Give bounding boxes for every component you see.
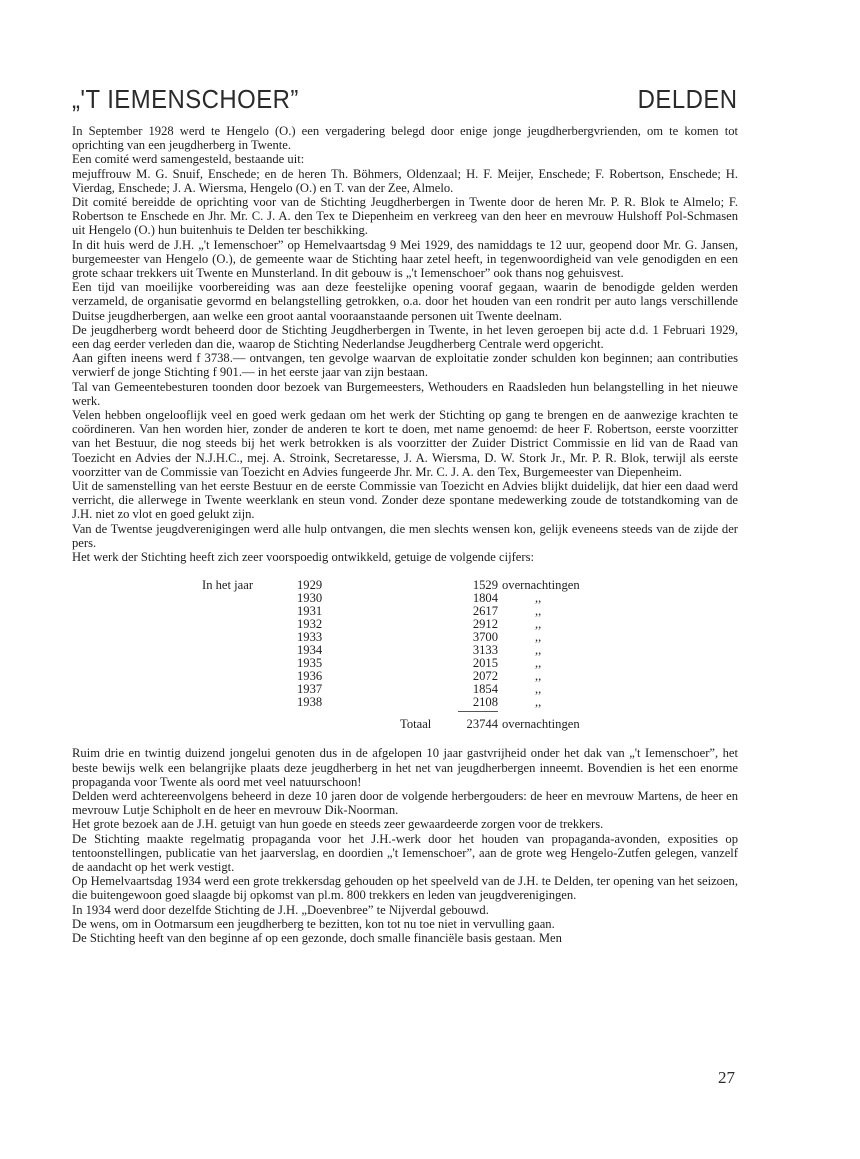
- ditto-mark: ,,: [535, 617, 542, 632]
- paragraph: Een tijd van moeilijke voorbereiding was aan deze feestelijke opening vooraf gegaan, waarin de benodigde gelden werden verzameld, de organisatie gevormd en belangstelling getrokken, o.a. door het houden van een rondrit per auto langs verschillende Duitse jeugdherbergen, aan welke een groot aantal vooraanstaande personen uit Twente deelnam.: [72, 280, 738, 323]
- value-cell: 3133: [472, 643, 498, 658]
- total-value: 23744: [466, 717, 498, 732]
- paragraph: Delden werd achtereenvolgens beheerd in deze 10 jaren door de volgende herbergouders: de heer en mevrouw Martens, de heer en mevrouw Lutje Schipholt en de heer en mevrouw Dik-Noorman.: [72, 788, 738, 818]
- paragraph: Aan giften ineens werd f 3738.— ontvangen, ten gevolge waarvan de exploitatie zonder schulden kon beginnen; aan contributies verwierf de jonge Stichting f 901.— in het eerste jaar van zijn bestaan.: [72, 351, 738, 380]
- value-cell: 1804: [472, 591, 498, 606]
- paragraph: Ruim drie en twintig duizend jongelui genoten dus in de afgelopen 10 jaar gastvrijheid onder het dak van „'t Iemenschoer”, het beste bewijs welk een belangrijke plaats deze jeugdherberg in het net van jeugdherbergen inneemt. Bovendien is het een enorme propaganda voor Twente als oord met veel natuurschoon!: [72, 746, 738, 789]
- total-rule-divider: [458, 711, 498, 712]
- table-row: [72, 578, 738, 592]
- paragraph: mejuffrouw M. G. Snuif, Enschede; en de heren Th. Böhmers, Oldenzaal; H. F. Meijer, Enschede; F. Robertson, Enschede; H. Vierdag, Enschede; J. A. Wiersma, Hengelo (O.) en T. van der Zee, Almelo.: [72, 166, 738, 195]
- table-row: [72, 643, 738, 657]
- table-row-label: In het jaar: [202, 578, 254, 593]
- year-cell: 1932: [297, 617, 323, 632]
- year-cell: 1931: [297, 604, 323, 619]
- paragraph: Velen hebben ongelooflijk veel en goed werk gedaan om het werk der Stichting op gang te brengen en de aanwezige krachten te coördineren. Van hen worden hier, zonder de anderen te kort te doen, met name genoemd: de heer F. Robertson, eerste voorzitter van het Bestuur, die nog steeds bij het werk betrokken is als voorzitter der Zuider District Commissie en lid van de Raad van Toezicht en Advies der N.J.H.C., mej. A. Stroink, Secretaresse, J. A. Wiersma, D. W. Stork Jr., Mr. P. R. Blok, terwijl als eerste voorzitter van de Commissie van Toezicht en Advies fungeerde Jhr. Mr. C. J. A. den Tex, Burgemeester van Diepenheim.: [72, 408, 738, 479]
- ditto-mark: ,,: [535, 669, 542, 684]
- value-cell: 2015: [472, 656, 498, 671]
- paragraph: Tal van Gemeentebesturen toonden door bezoek van Burgemeesters, Wethouders en Raadsleden hun belangstelling in het nieuwe werk.: [72, 379, 738, 408]
- value-cell: 3700: [472, 630, 498, 645]
- article-body: [72, 124, 738, 945]
- paragraph: Het grote bezoek aan de J.H. getuigt van hun goede en steeds zeer gewaardeerde zorgen voor de trekkers.: [72, 817, 604, 832]
- unit-cell: overnachtingen: [502, 578, 580, 593]
- paragraph: Dit comité bereidde de oprichting voor van de Stichting Jeugdherbergen in Twente door de heren Mr. P. R. Blok te Almelo; F. Robertson te Enschede en Jhr. Mr. C. J. A. den Tex te Diepenheim en verkreeg van den heer en mevrouw Hulshoff Pol-Schmasen uit Hengelo (O.) hun buitenhuis te Delden ter beschikking.: [72, 195, 738, 238]
- ditto-mark: ,,: [535, 630, 542, 645]
- value-cell: 2617: [472, 604, 498, 619]
- paragraph: In 1934 werd door dezelfde Stichting de J.H. „Doevenbree” te Nijverdal gebouwd.: [72, 902, 489, 917]
- paragraph: De Stichting maakte regelmatig propaganda voor het J.H.-werk door het houden van propaganda-avonden, exposities op tentoonstellingen, publicatie van het jaarverslag, en doordien „'t Iemenschoer”, aan de grote weg Hengelo-Zutfen gelegen, vanzelf de aandacht op het werk vestigt.: [72, 831, 738, 874]
- page-place-heading: DELDEN: [637, 84, 737, 114]
- table-row: [72, 669, 738, 683]
- year-cell: 1936: [297, 669, 323, 684]
- year-cell: 1938: [297, 695, 323, 710]
- paragraph: Het werk der Stichting heeft zich zeer voorspoedig ontwikkeld, getuige de volgende cijfers:: [72, 550, 534, 565]
- page-title: „'T IEMENSCHOER”: [72, 84, 299, 114]
- page-number: 27: [718, 1068, 735, 1087]
- table-total-row: [72, 717, 738, 731]
- year-cell: 1933: [297, 630, 323, 645]
- value-cell: 1854: [472, 682, 498, 697]
- ditto-mark: ,,: [535, 656, 542, 671]
- value-cell: 1529: [472, 578, 498, 593]
- paragraph: Uit de samenstelling van het eerste Bestuur en de eerste Commissie van Toezicht en Advies blijkt duidelijk, dat hier een daad werd verricht, die allerwege in Twente weerklank en steun vond. Zonder deze spontane medewerking zoude de totstandkoming van de J.H. niet zo vlot en goed gelukt zijn.: [72, 479, 738, 522]
- paragraph: In September 1928 werd te Hengelo (O.) een vergadering belegd door enige jonge jeugdherbergvrienden, om te komen tot oprichting van een jeugdherberg in Twente.: [72, 124, 738, 153]
- paragraph: Van de Twentse jeugdverenigingen werd alle hulp ontvangen, die men slechts wensen kon, gelijk eveneens steeds van de zijde der pers.: [72, 521, 738, 550]
- ditto-mark: ,,: [535, 591, 542, 606]
- table-row: [72, 617, 738, 631]
- year-cell: 1929: [297, 578, 323, 593]
- ditto-mark: ,,: [535, 695, 542, 710]
- value-cell: 2072: [472, 669, 498, 684]
- paragraph: In dit huis werd de J.H. „'t Iemenschoer” op Hemelvaartsdag 9 Mei 1929, des namiddags te 12 uur, geopend door Mr. G. Jansen, burgemeester van Hengelo (O.), de gemeente waar de Stichting haar zetel heeft, in tegenwoordigheid van vele genodigden en een grote schaar trekkers uit Twente en Munsterland. In dit gebouw is „'t Iemenschoer” ook thans nog gehuisvest.: [72, 237, 738, 281]
- paragraph: De Stichting heeft van den beginne af op een gezonde, doch smalle financiële basis gestaan. Men: [72, 930, 562, 945]
- total-unit: overnachtingen: [502, 717, 580, 732]
- total-label: Totaal: [400, 717, 432, 732]
- year-cell: 1935: [297, 656, 323, 671]
- overnight-stays-table: [72, 570, 738, 746]
- paragraph: Op Hemelvaartsdag 1934 werd een grote trekkersdag gehouden op het speelveld van de J.H. te Delden, ter opening van het seizoen, die buitengewoon goed slaagde bij opkomst van pl.m. 800 trekkers en leden van jeugdverenigingen.: [72, 874, 738, 903]
- value-cell: 2912: [472, 617, 498, 632]
- year-cell: 1930: [297, 591, 323, 606]
- paragraph: De jeugdherberg wordt beheerd door de Stichting Jeugdherbergen in Twente, in het leven geroepen bij acte d.d. 1 Februari 1929, een dag eerder verleden dan die, waarop de Stichting Nederlandse Jeugdherberg Centrale werd opgericht.: [72, 322, 738, 352]
- table-row: [72, 630, 738, 644]
- table-row: [72, 695, 738, 709]
- value-cell: 2108: [472, 695, 498, 710]
- year-cell: 1937: [297, 682, 323, 697]
- paragraph: Een comité werd samengesteld, bestaande uit:: [72, 152, 305, 167]
- table-row: [72, 604, 738, 618]
- paragraph: De wens, om in Ootmarsum een jeugdherberg te bezitten, kon tot nu toe niet in vervulling gaan.: [72, 916, 555, 931]
- year-cell: 1934: [297, 643, 323, 658]
- table-row: [72, 591, 738, 605]
- ditto-mark: ,,: [535, 604, 542, 619]
- table-row: [72, 682, 738, 696]
- ditto-mark: ,,: [535, 643, 542, 658]
- ditto-mark: ,,: [535, 682, 542, 697]
- table-row: [72, 656, 738, 670]
